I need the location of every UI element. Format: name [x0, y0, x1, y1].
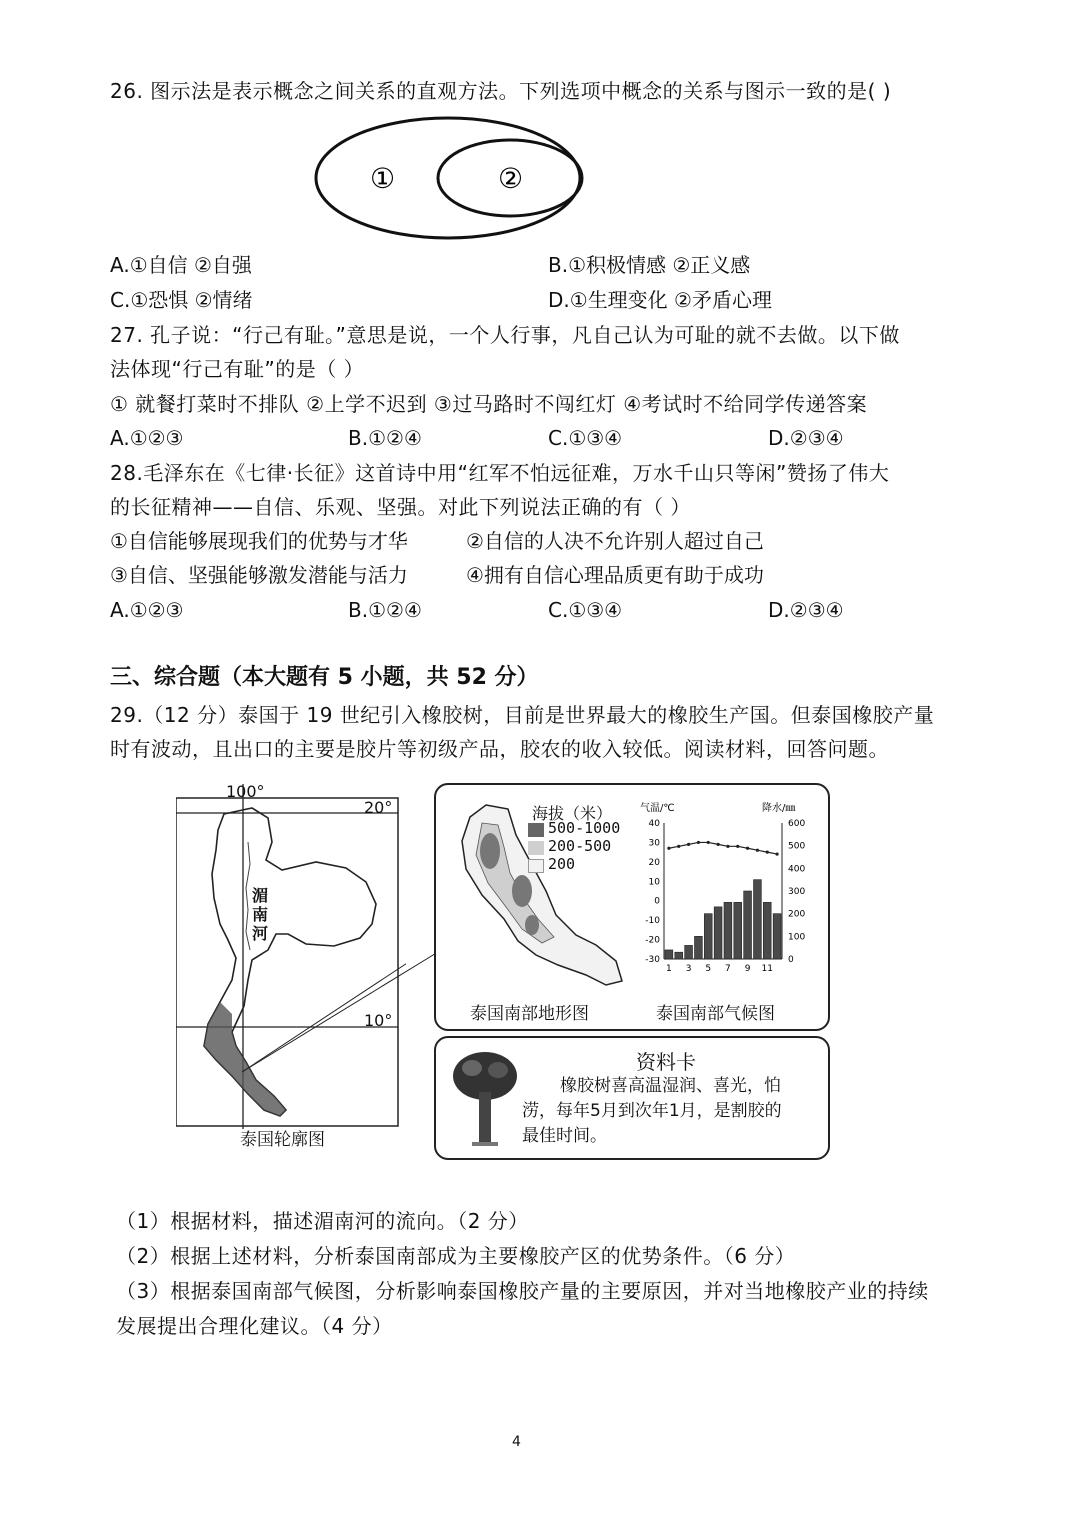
- precip-bar: [714, 907, 722, 959]
- venn-outer-label: ①: [370, 162, 396, 195]
- temp-point: [697, 841, 700, 844]
- info-card-title: 资料卡: [636, 1050, 696, 1074]
- info-card-text-line2: 涝，每年5月到次年1月，是割胶的: [522, 1101, 782, 1121]
- q29-stem-line2: 时有波动，且出口的主要是胶片等初级产品，胶农的收入较低。阅读材料，回答问题。: [110, 737, 889, 761]
- q29-sub1: （1）根据材料，描述湄南河的流向。（2 分）: [116, 1209, 529, 1233]
- q27-stem-line1: 27. 孔子说：“行己有耻。”意思是说，一个人行事，凡自己认为可耻的就不去做。以下做: [110, 323, 900, 347]
- q28-stem-line2: 的长征精神——自信、乐观、坚强。对此下列说法正确的有（ ）: [110, 495, 691, 519]
- precip-tick-label: 200: [788, 909, 806, 920]
- q26-option-c: C.①恐惧 ②情绪: [110, 288, 253, 312]
- q28-option-c: C.①③④: [548, 598, 623, 622]
- temp-point: [746, 847, 749, 850]
- month-tick-label: 3: [685, 964, 692, 974]
- q27-stem-line2: 法体现“行己有耻”的是（ ）: [110, 357, 365, 381]
- terrain-legend-item-1: 500-1000: [548, 819, 621, 837]
- latitude-20-label: 20°: [364, 798, 393, 817]
- venn-inner-label: ②: [498, 162, 524, 195]
- temp-point: [736, 845, 739, 848]
- outline-map-caption: 泰国轮廓图: [240, 1130, 325, 1150]
- legend-swatch-dark: [528, 823, 544, 837]
- precip-bar: [685, 945, 693, 959]
- longitude-100-label: 100°: [226, 782, 265, 801]
- terrain-map-caption: 泰国南部地形图: [470, 1004, 589, 1024]
- temp-point: [687, 843, 690, 846]
- legend-swatch-light: [528, 859, 544, 873]
- precip-bar: [744, 891, 752, 959]
- terrain-500-1000-central: [512, 875, 532, 907]
- venn-outer-ellipse: [316, 118, 580, 238]
- q27-option-c: C.①③④: [548, 426, 623, 450]
- month-tick-label: 11: [761, 964, 773, 974]
- precip-bar: [724, 902, 732, 959]
- month-tick-label: 9: [744, 964, 751, 974]
- precip-tick-label: 100: [788, 932, 806, 943]
- page-number: 4: [512, 1434, 521, 1450]
- month-tick-label: 1: [666, 964, 672, 974]
- temp-tick-label: 20: [648, 857, 660, 868]
- temp-axis-title: 气温/℃: [640, 803, 675, 814]
- temp-tick-label: -10: [645, 916, 660, 927]
- month-tick-label: 5: [705, 964, 712, 974]
- precip-axis-title: 降水/㎜: [762, 803, 796, 814]
- precip-bar: [763, 902, 771, 959]
- q28-option-d: D.②③④: [768, 598, 844, 622]
- q26-option-b: B.①积极情感 ②正义感: [548, 253, 751, 277]
- q26-option-a: A.①自信 ②自强: [110, 253, 252, 277]
- precip-bar: [704, 914, 712, 959]
- q28-stem-line1: 28.毛泽东在《七律·长征》这首诗中用“红军不怕远征难，万水千山只等闲”赞扬了伟大: [110, 461, 890, 485]
- precip-bar: [695, 936, 703, 959]
- venn-diagram: [310, 112, 590, 244]
- temp-point: [775, 852, 778, 855]
- temp-tick-label: 30: [648, 838, 660, 849]
- temp-point: [726, 845, 729, 848]
- temp-point: [716, 843, 719, 846]
- q29-sub3-line2: 发展提出合理化建议。（4 分）: [116, 1314, 393, 1338]
- q28-item-4: ④拥有自信心理品质更有助于成功: [466, 563, 764, 587]
- temp-line: [669, 842, 777, 854]
- climate-chart: [632, 797, 822, 993]
- rubber-tree-icon: [450, 1048, 520, 1148]
- terrain-500-1000-north: [480, 833, 500, 869]
- terrain-legend-title: 海拔（米）: [532, 804, 613, 823]
- q29-stem-line1: 29.（12 分）泰国于 19 世纪引入橡胶树，目前是世界最大的橡胶生产国。但泰国橡胶产量: [110, 703, 935, 727]
- temp-tick-label: 40: [648, 819, 660, 829]
- latitude-10-label: 10°: [364, 1011, 393, 1030]
- temp-point: [677, 845, 680, 848]
- q27-items: ① 就餐打菜时不排队 ②上学不迟到 ③过马路时不闯红灯 ④考试时不给同学传递答案: [110, 392, 868, 416]
- precip-tick-label: 0: [788, 955, 794, 965]
- q26-stem: 26. 图示法是表示概念之间关系的直观方法。下列选项中概念的关系与图示一致的是( ): [110, 79, 892, 103]
- terrain-legend-item-3: 200: [548, 855, 576, 873]
- q28-item-1: ①自信能够展现我们的优势与才华: [110, 529, 408, 553]
- chao-phraya-river: [246, 842, 250, 950]
- terrain-climate-panel: [434, 783, 830, 1031]
- precip-bar: [773, 914, 781, 959]
- pointer-lines: [240, 950, 440, 1080]
- info-card-text-line1: 橡胶树喜高温湿润、喜光，怕: [560, 1076, 781, 1096]
- precip-bar: [754, 880, 762, 959]
- month-tick-label: 7: [725, 964, 731, 974]
- temp-tick-label: -20: [645, 935, 660, 946]
- river-label: 湄南河: [252, 886, 269, 943]
- q28-item-2: ②自信的人决不允许别人超过自己: [466, 529, 764, 553]
- q27-option-a: A.①②③: [110, 426, 184, 450]
- temp-point: [667, 847, 670, 850]
- precip-tick-label: 400: [788, 864, 806, 875]
- info-card: [434, 1036, 830, 1160]
- q28-item-3: ③自信、坚强能够激发潜能与活力: [110, 563, 408, 587]
- temp-tick-label: 0: [654, 896, 660, 907]
- temp-tick-label: -30: [645, 955, 660, 965]
- temp-point: [707, 841, 710, 844]
- temp-point: [756, 849, 759, 852]
- q28-option-b: B.①②④: [348, 598, 422, 622]
- q26-option-d: D.①生理变化 ②矛盾心理: [548, 288, 772, 312]
- precip-tick-label: 500: [788, 841, 806, 852]
- q29-sub2: （2）根据上述材料，分析泰国南部成为主要橡胶产区的优势条件。（6 分）: [116, 1244, 796, 1268]
- info-card-text-line3: 最佳时间。: [522, 1126, 607, 1146]
- q27-option-b: B.①②④: [348, 426, 422, 450]
- climate-chart-caption: 泰国南部气候图: [656, 1004, 775, 1024]
- precip-tick-label: 300: [788, 887, 806, 897]
- terrain-legend-item-2: 200-500: [548, 837, 612, 855]
- q29-sub3-line1: （3）根据泰国南部气候图，分析影响泰国橡胶产量的主要原因，并对当地橡胶产业的持续: [116, 1279, 929, 1303]
- terrain-500-1000-south: [525, 915, 539, 935]
- temp-tick-label: 10: [648, 877, 660, 888]
- section-3-title: 三、综合题（本大题有 5 小题，共 52 分）: [110, 665, 539, 690]
- q27-option-d: D.②③④: [768, 426, 844, 450]
- precip-bar: [665, 950, 673, 959]
- precip-tick-label: 600: [788, 819, 806, 829]
- q28-option-a: A.①②③: [110, 598, 184, 622]
- precip-bar: [734, 902, 742, 959]
- temp-point: [766, 851, 769, 854]
- precip-bar: [675, 952, 683, 959]
- legend-swatch-medium: [528, 841, 544, 855]
